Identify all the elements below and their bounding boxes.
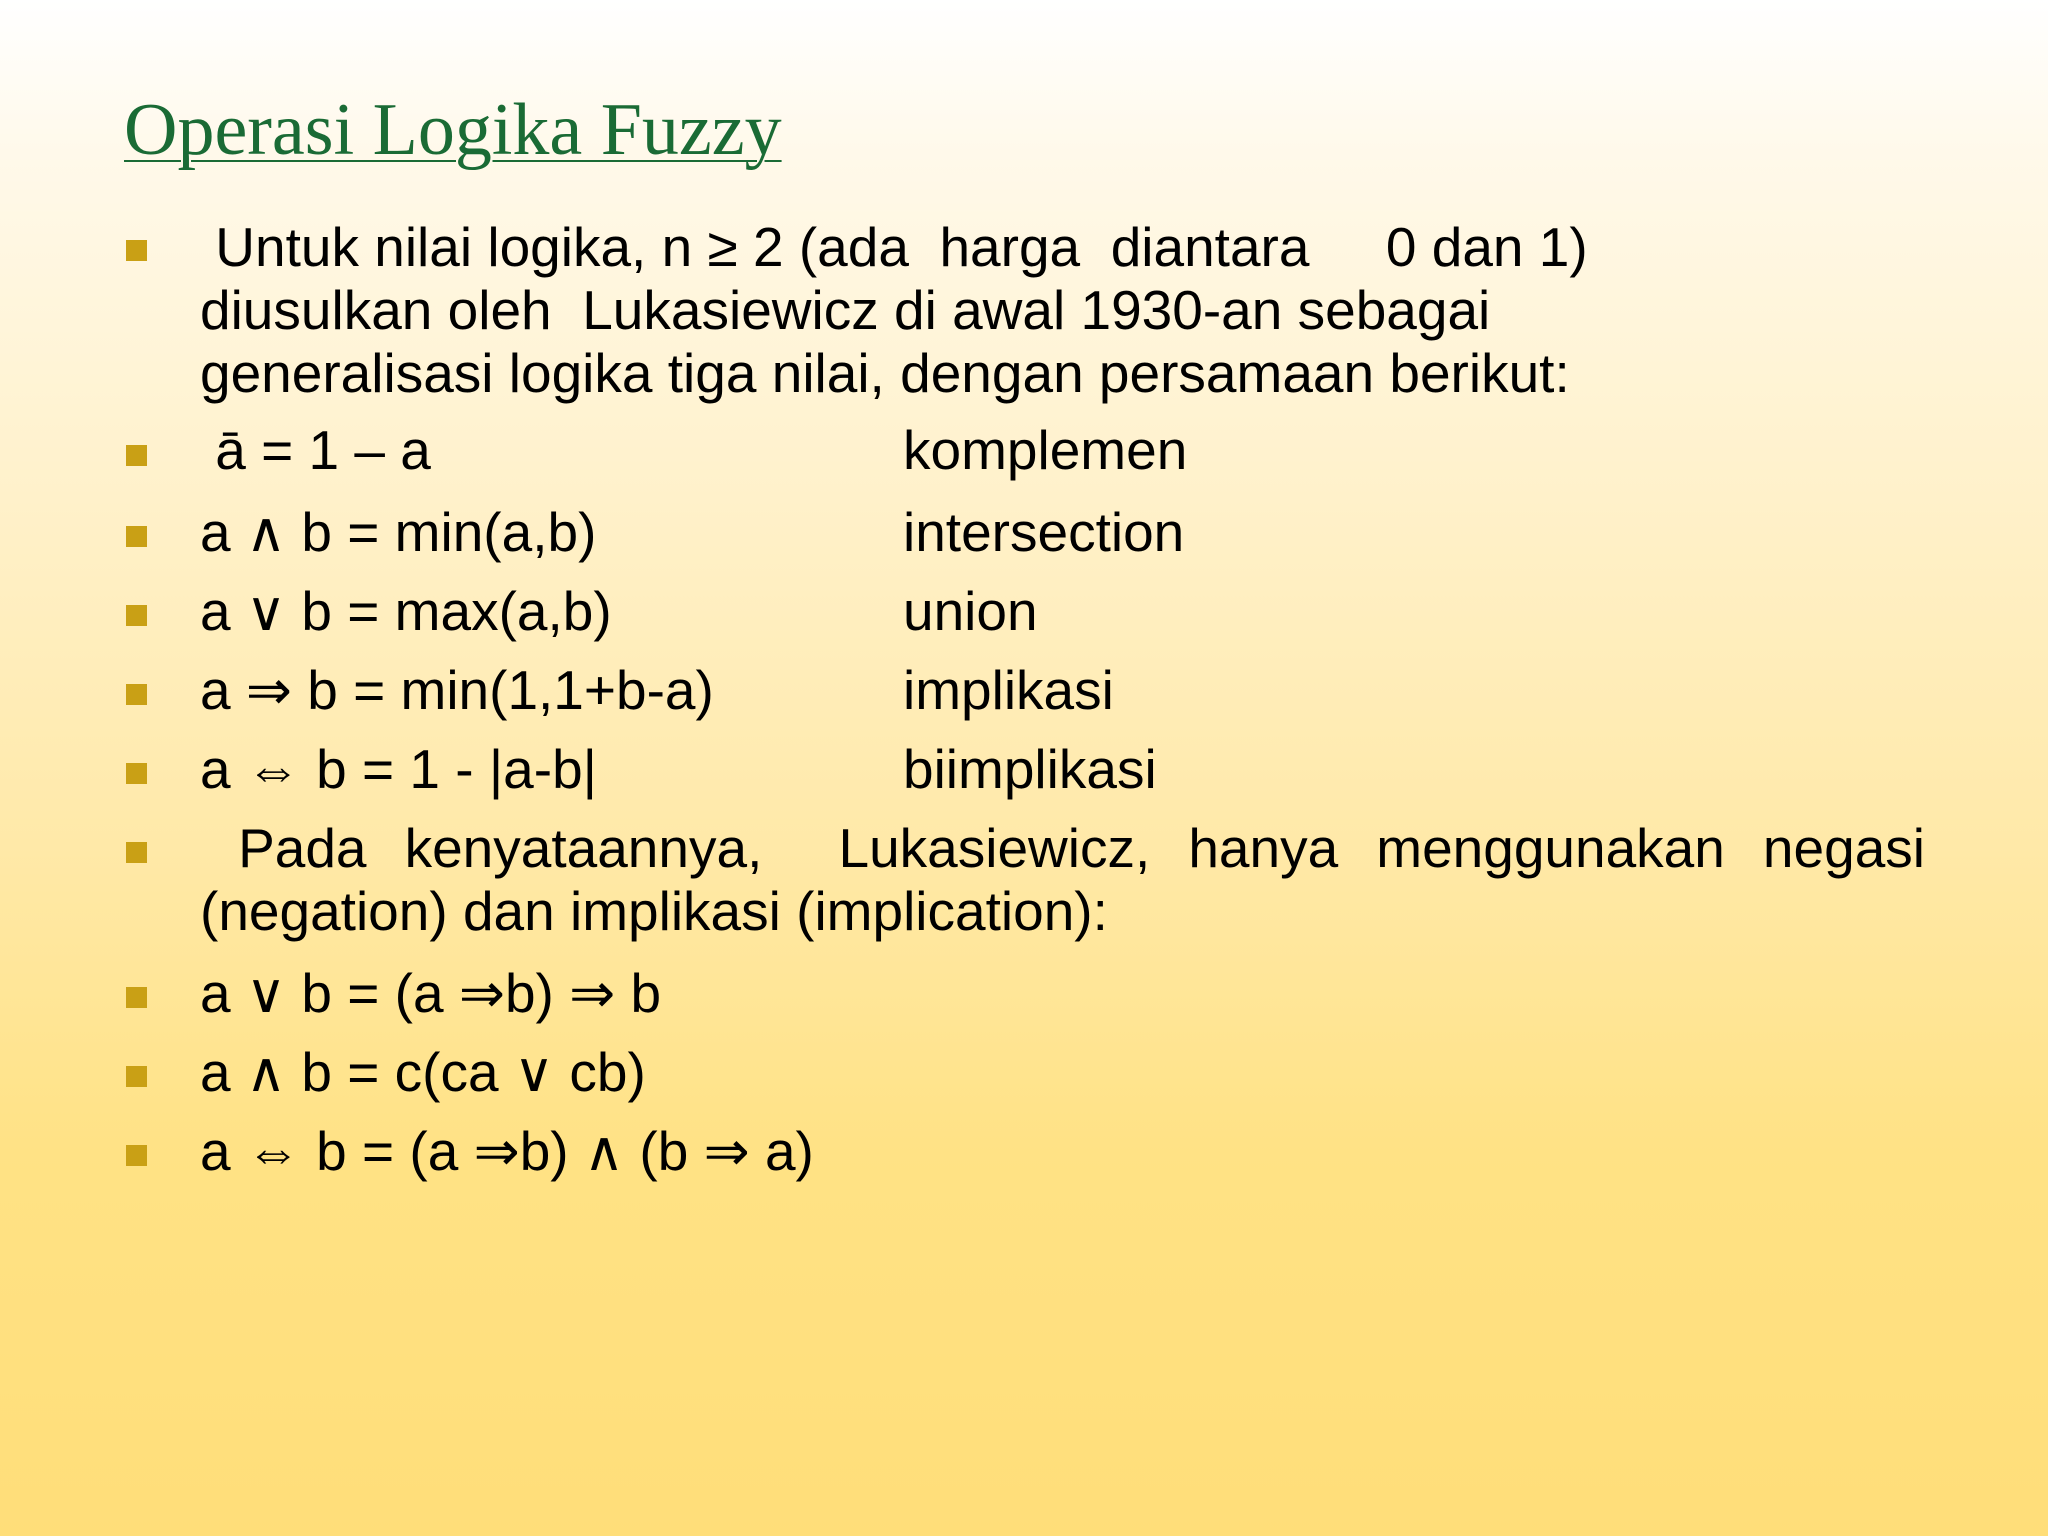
paragraph-2-line-2: (negation) dan implikasi (implication): xyxy=(200,880,1108,942)
derived-formula: a ⇔ b = (a ⇒b) ∧ (b ⇒ a) xyxy=(200,1120,814,1182)
bullet-marker xyxy=(126,684,147,705)
bullet-marker xyxy=(126,987,147,1008)
bullet-marker xyxy=(126,842,147,863)
paragraph-1-line-1: Untuk nilai logika, n ≥ 2 (ada harga diantara 0 dan 1) xyxy=(200,216,1588,278)
paragraph-1-line-2: diusulkan oleh Lukasiewicz di awal 1930-an sebagai xyxy=(200,279,1491,341)
bullet-marker xyxy=(126,763,147,784)
derived-formula: a ∨ b = (a ⇒b) ⇒ b xyxy=(200,962,662,1024)
definition-formula: a ∨ b = max(a,b) xyxy=(200,580,612,642)
definition-name: implikasi xyxy=(903,659,1114,721)
paragraph-2-line-1: Pada kenyataannya, Lukasiewicz, hanya menggunakan negasi xyxy=(200,817,1925,879)
derived-formula: a ∧ b = c(ca ∨ cb) xyxy=(200,1041,646,1103)
bullet-marker xyxy=(126,605,147,626)
definition-name: komplemen xyxy=(903,419,1188,481)
definition-name: intersection xyxy=(903,501,1185,563)
bullet-marker xyxy=(126,1066,147,1087)
bullet-marker xyxy=(126,1145,147,1166)
definition-formula: a ⇔ b = 1 - |a-b| xyxy=(200,738,597,800)
slide-title: Operasi Logika Fuzzy xyxy=(124,89,782,171)
definition-formula: ā = 1 – a xyxy=(200,419,431,481)
definition-formula: a ∧ b = min(a,b) xyxy=(200,501,597,563)
bullet-marker xyxy=(126,240,147,261)
definition-formula: a ⇒ b = min(1,1+b-a) xyxy=(200,659,714,721)
bullet-marker xyxy=(126,526,147,547)
definition-name: biimplikasi xyxy=(903,738,1157,800)
definition-name: union xyxy=(903,580,1038,642)
paragraph-1-line-3: generalisasi logika tiga nilai, dengan persamaan berikut: xyxy=(200,342,1570,404)
bullet-marker xyxy=(126,445,147,466)
